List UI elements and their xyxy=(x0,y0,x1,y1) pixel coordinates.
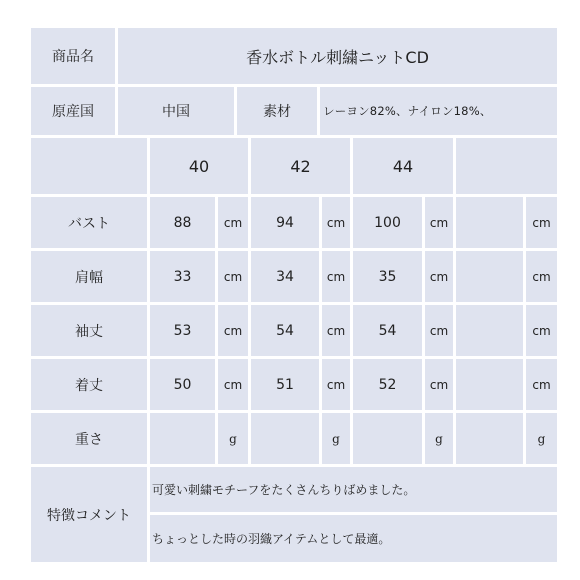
row-label-weight: 重さ xyxy=(31,413,147,464)
unit-g: g xyxy=(218,413,248,464)
unit-cm: cm xyxy=(526,197,557,248)
unit-cm: cm xyxy=(322,305,350,356)
bust-44: 100 xyxy=(353,197,422,248)
material-label: 素材 xyxy=(237,87,317,135)
weight-blank xyxy=(456,413,523,464)
length-blank xyxy=(456,359,523,410)
shoulder-blank xyxy=(456,251,523,302)
origin-label: 原産国 xyxy=(31,87,115,135)
size-40: 40 xyxy=(150,138,248,194)
bust-40: 88 xyxy=(150,197,215,248)
row-label-shoulder: 肩幅 xyxy=(31,251,147,302)
size-header-blank xyxy=(31,138,147,194)
sleeve-44: 54 xyxy=(353,305,422,356)
length-42: 51 xyxy=(251,359,319,410)
bust-blank xyxy=(456,197,523,248)
product-name-label: 商品名 xyxy=(31,28,115,84)
unit-cm: cm xyxy=(425,197,453,248)
comment-line-1: 可愛い刺繍モチーフをたくさんちりばめました。 xyxy=(150,467,557,512)
origin-value: 中国 xyxy=(118,87,234,135)
unit-cm: cm xyxy=(322,359,350,410)
product-name-value: 香水ボトル刺繍ニットCD xyxy=(118,28,557,84)
shoulder-42: 34 xyxy=(251,251,319,302)
unit-cm: cm xyxy=(425,251,453,302)
bust-42: 94 xyxy=(251,197,319,248)
size-44: 44 xyxy=(353,138,453,194)
weight-42 xyxy=(251,413,319,464)
unit-cm: cm xyxy=(526,251,557,302)
unit-cm: cm xyxy=(218,359,248,410)
unit-cm: cm xyxy=(526,305,557,356)
unit-cm: cm xyxy=(322,197,350,248)
sleeve-40: 53 xyxy=(150,305,215,356)
unit-cm: cm xyxy=(218,305,248,356)
size-42: 42 xyxy=(251,138,350,194)
weight-44 xyxy=(353,413,422,464)
unit-cm: cm xyxy=(218,251,248,302)
row-label-sleeve: 袖丈 xyxy=(31,305,147,356)
sleeve-42: 54 xyxy=(251,305,319,356)
product-spec-sheet xyxy=(31,28,557,562)
length-44: 52 xyxy=(353,359,422,410)
shoulder-44: 35 xyxy=(353,251,422,302)
row-label-bust: バスト xyxy=(31,197,147,248)
size-blank xyxy=(456,138,557,194)
unit-cm: cm xyxy=(218,197,248,248)
unit-cm: cm xyxy=(322,251,350,302)
comment-label: 特徴コメント xyxy=(31,467,147,562)
material-value: レーヨン82%、ナイロン18%、 xyxy=(320,87,557,135)
unit-cm: cm xyxy=(425,305,453,356)
unit-g: g xyxy=(322,413,350,464)
unit-g: g xyxy=(425,413,453,464)
unit-g: g xyxy=(526,413,557,464)
sleeve-blank xyxy=(456,305,523,356)
shoulder-40: 33 xyxy=(150,251,215,302)
unit-cm: cm xyxy=(526,359,557,410)
weight-40 xyxy=(150,413,215,464)
row-label-length: 着丈 xyxy=(31,359,147,410)
unit-cm: cm xyxy=(425,359,453,410)
comment-line-2: ちょっとした時の羽織アイテムとして最適。 xyxy=(150,515,557,562)
length-40: 50 xyxy=(150,359,215,410)
